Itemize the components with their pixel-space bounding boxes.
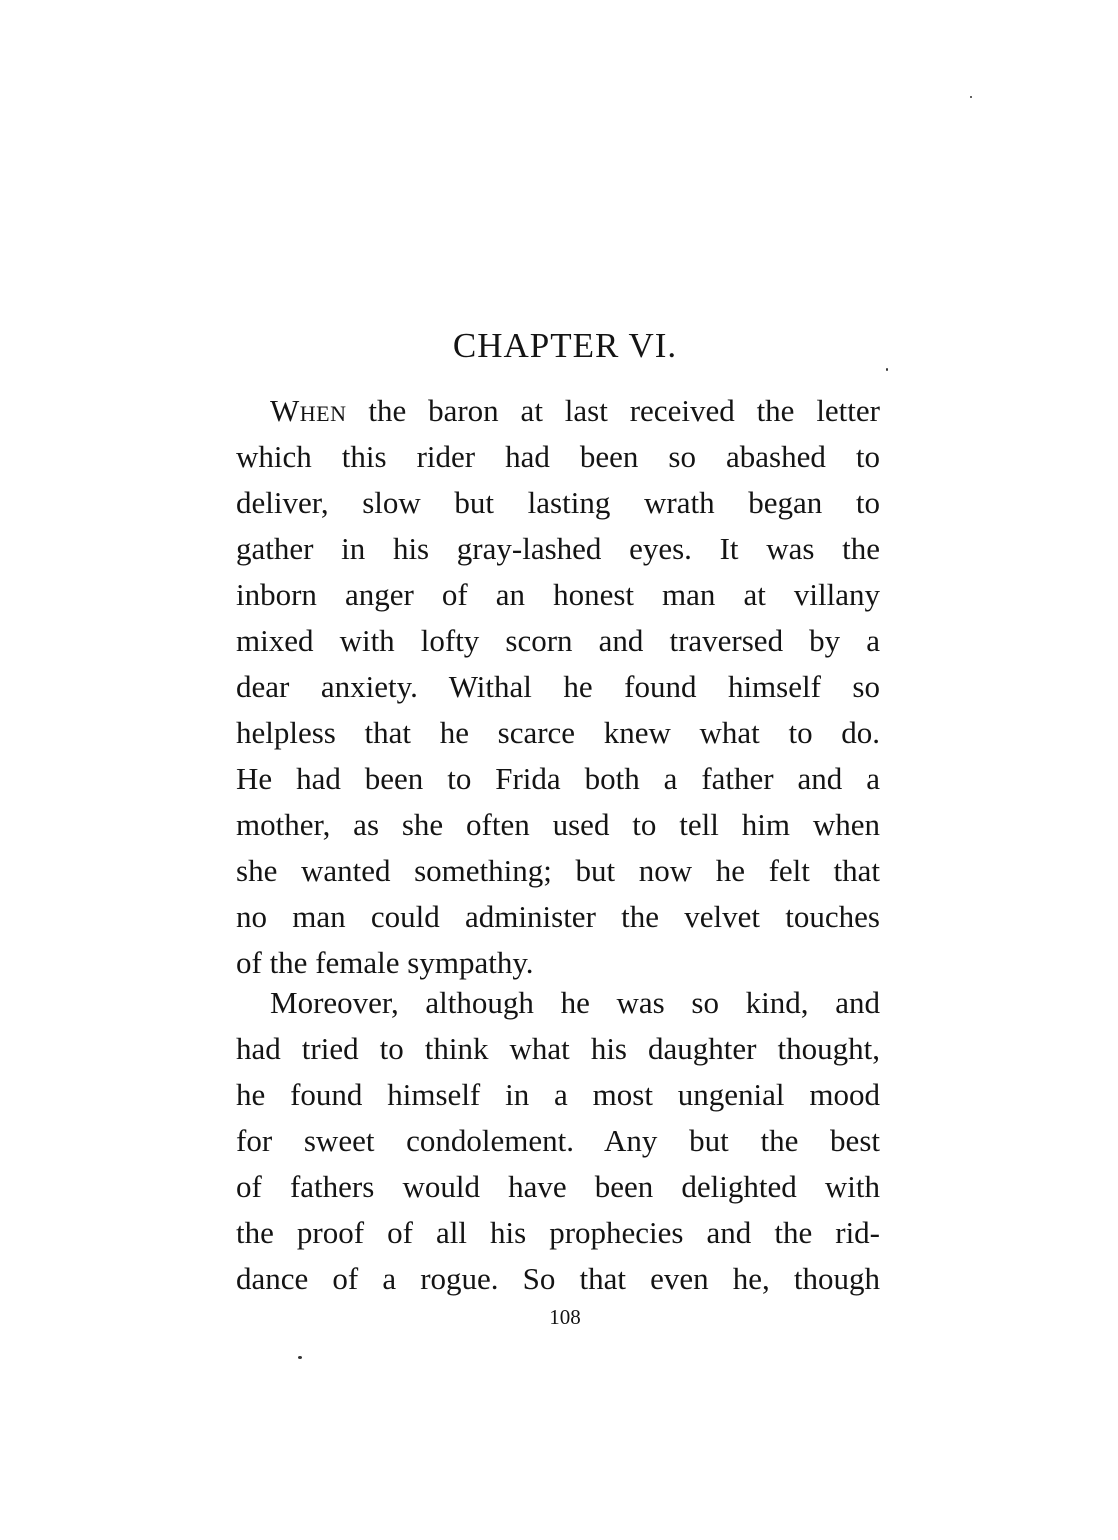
page-number: 108 [549,1305,581,1329]
text-line: Moreover, although he was so kind, and [270,985,880,1020]
text-line: dance of a rogue. So that even he, though [236,1261,880,1296]
text-line [236,388,880,434]
text-line: dear anxiety. Withal he found himself so [236,669,880,704]
text-line: of fathers would have been delighted with [236,1169,880,1204]
text-line: mixed with lofty scorn and traversed by a [236,623,880,658]
text-line: the proof of all his prophecies and the rid- [236,1215,880,1250]
text-line: he found himself in a most ungenial mood [236,1077,880,1112]
ink-speck [970,96,972,98]
text-line: gather in his gray-lashed eyes. It was the [236,531,880,566]
text-line: helpless that he scarce knew what to do. [236,715,880,750]
text-line: she wanted something; but now he felt that [236,853,880,888]
paragraph [236,980,880,1302]
ink-speck [298,1356,302,1359]
text-line: no man could administer the velvet touches [236,899,880,934]
text-line: had tried to think what his daughter thought, [236,1031,880,1066]
text-line: deliver, slow but lasting wrath began to [236,485,880,520]
text-line: of the female sympathy. [236,945,534,980]
text-line: mother, as she often used to tell him when [236,807,880,842]
text-line: inborn anger of an honest man at villany [236,577,880,612]
text-line-content: the baron at last received the letter [346,393,880,428]
ink-speck [886,368,888,371]
text-line: He had been to Frida both a father and a [236,761,880,796]
text-line: which this rider had been so abashed to [236,439,880,474]
paragraph [236,388,880,986]
chapter-title: CHAPTER VI. [452,326,678,365]
small-caps-lead-word: When [270,393,347,428]
text-line: for sweet condolement. Any but the best [236,1123,880,1158]
